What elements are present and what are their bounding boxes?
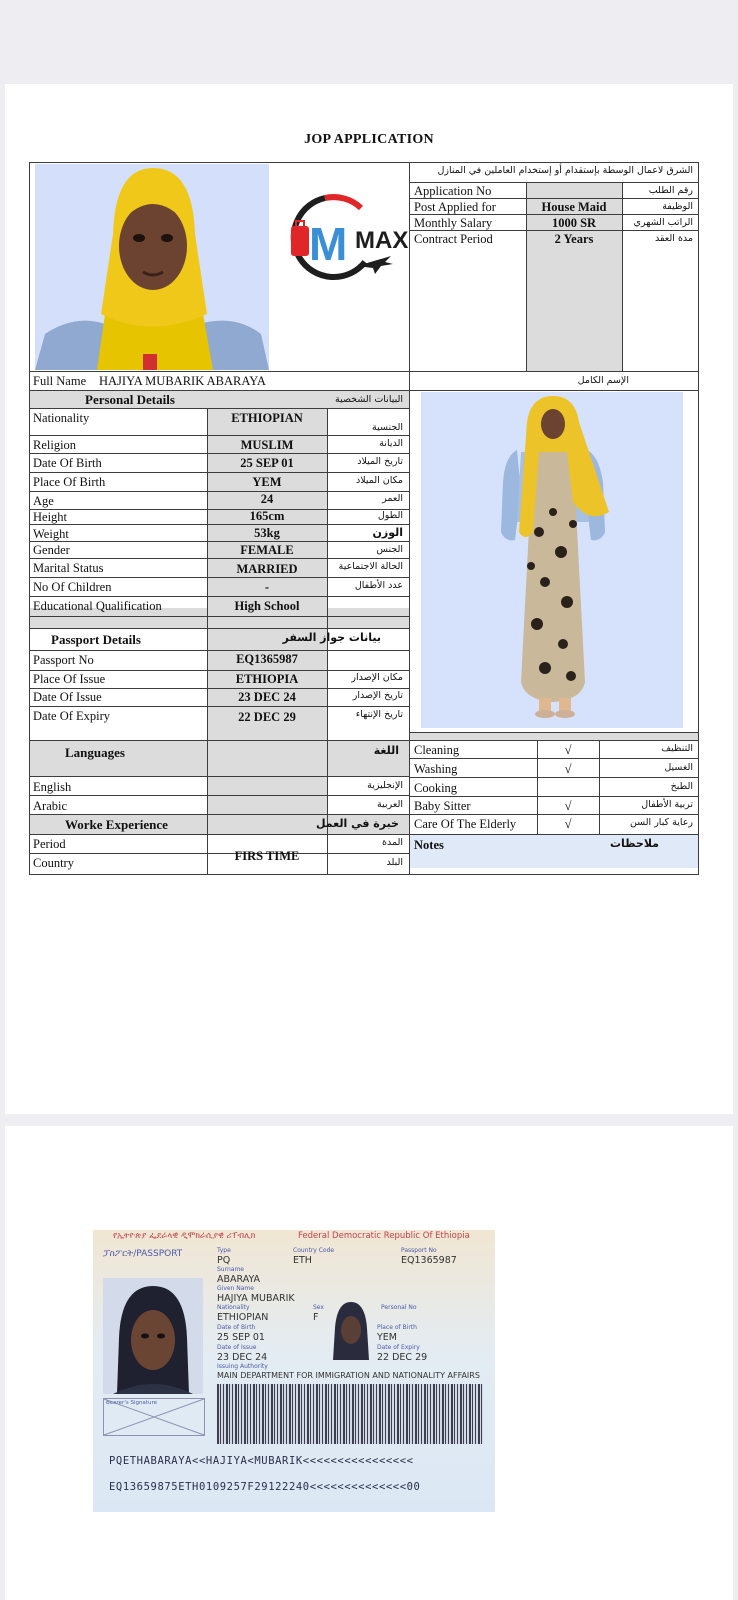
experience-heading: Worke Experience (65, 817, 168, 832)
skill-babysitter-label: Baby Sitter (414, 799, 471, 813)
applicant-portrait-photo (35, 164, 269, 370)
english-label: English (33, 780, 72, 794)
pp-header-am: የኢትዮጵያ ፌደራላዊ ዲሞክራሲያዊ ሪፐብሊክ (113, 1231, 256, 1241)
dob-ar: تاريخ الميلاد (357, 456, 403, 467)
weight-ar: الوزن (372, 526, 403, 539)
period-ar: المدة (382, 837, 403, 848)
full-name-label: Full Name (33, 374, 87, 388)
pp-mrz-line-2: EQ13659875ETH0109257F29122240<<<<<<<<<<<<<<00 (109, 1481, 421, 1493)
marital-ar: الحالة الاجتماعية (338, 561, 403, 572)
pp-ghost-photo (329, 1300, 373, 1360)
education-label: Educational Qualification (33, 599, 162, 613)
pp-number-label: Passport No (401, 1247, 437, 1254)
pp-type: PQ (217, 1255, 231, 1266)
pp-header-en: Federal Democratic Republic Of Ethiopia (298, 1231, 470, 1241)
english-ar: الإنجليزية (367, 780, 403, 791)
post-ar: الوظيفة (662, 201, 693, 212)
period-label: Period (33, 837, 66, 851)
religion-label: Religion (33, 438, 77, 452)
skill-elderly-check: √ (564, 817, 572, 831)
post-label: Post Applied for (414, 200, 496, 214)
application-no-ar: رقم الطلب (648, 185, 693, 196)
country-label: Country (33, 856, 74, 870)
pp-authority-label: Issuing Authority (217, 1363, 268, 1370)
experience-heading-ar: خبرة في العمل (315, 817, 399, 830)
notes-label: Notes (414, 838, 444, 852)
pp-doi-label: Date of Issue (217, 1344, 257, 1351)
pp-doc-label: ፓስፖርት/PASSPORT (103, 1249, 183, 1259)
pp-doi: 23 DEC 24 (217, 1352, 268, 1363)
agency-name-ar: الشرق لاعمال الوسطة بإستقدام أو إستخدام العاملين في المنازل (437, 165, 693, 176)
height-ar: الطول (377, 510, 403, 521)
contract-value: 2 Years (554, 232, 594, 246)
languages-heading: Languages (65, 745, 125, 760)
weight-value: 53kg (254, 526, 280, 540)
pp-doe-label: Date of Expiry (377, 1344, 420, 1351)
pp-country: ETH (293, 1255, 312, 1266)
passport-no-label: Passport No (33, 653, 94, 667)
application-no-label: Application No (414, 184, 492, 198)
pob-value: YEM (252, 475, 282, 489)
applicant-full-body-photo (421, 392, 683, 728)
full-name-value: HAJIYA MUBARIK ABARAYA (99, 374, 266, 388)
passport-scan (93, 1230, 495, 1512)
pp-main-photo (103, 1278, 203, 1394)
skill-elderly-ar: رعاية كبار السن (629, 817, 693, 828)
skill-cleaning-ar: التنظيف (661, 743, 693, 754)
pp-sex: F (313, 1312, 319, 1323)
weight-label: Weight (33, 527, 69, 541)
skill-cleaning-label: Cleaning (414, 743, 460, 757)
application-form (29, 162, 709, 968)
languages-heading-ar: اللغة (373, 744, 399, 757)
skill-babysitter-ar: تربية الأطفال (641, 799, 693, 810)
notes-ar: ملاحظات (610, 837, 659, 850)
skill-elderly-label: Care Of The Elderly (414, 817, 517, 831)
age-value: 24 (260, 492, 274, 506)
issue-place-label: Place Of Issue (33, 672, 106, 686)
children-ar: عدد الأطفال (354, 580, 403, 591)
pp-given: HAJIYA MUBARIK (217, 1293, 295, 1304)
gender-label: Gender (33, 543, 70, 557)
post-value: House Maid (541, 200, 607, 214)
skill-cooking-ar: الطبخ (670, 781, 693, 792)
arabic-ar: العربية (377, 799, 403, 810)
arabic-label: Arabic (33, 799, 68, 813)
pp-dob-label: Date of Birth (217, 1324, 256, 1331)
skill-washing-ar: الغسيل (664, 762, 693, 773)
pob-ar: مكان الميلاد (355, 475, 403, 486)
salary-label: Monthly Salary (414, 216, 493, 230)
contract-ar: مدة العقد (655, 233, 693, 244)
pp-nationality-label: Nationality (217, 1304, 250, 1311)
pp-number: EQ1365987 (401, 1255, 457, 1266)
height-value: 165cm (249, 509, 285, 523)
pp-pob-label: Place of Birth (377, 1324, 417, 1331)
passport-scan-page (5, 1126, 733, 1600)
salary-ar: الراتب الشهري (633, 217, 693, 228)
max-logo (273, 188, 409, 284)
pp-surname-label: Surname (217, 1266, 244, 1273)
pp-signature-label: Bearer's Signature (106, 1400, 157, 1406)
personal-heading-ar: البيانات الشخصية (334, 394, 403, 405)
issue-place-ar: مكان الإصدار (351, 672, 403, 683)
document-title: JOP APPLICATION (304, 132, 434, 147)
application-page (5, 84, 733, 1114)
religion-value: MUSLIM (240, 438, 294, 452)
pp-country-label: Country Code (293, 1247, 335, 1254)
nationality-ar: الجنسية (372, 422, 403, 433)
nationality-value: ETHIOPIAN (231, 411, 303, 425)
skill-washing-check: √ (564, 762, 572, 776)
marital-label: Marital Status (33, 561, 104, 575)
pp-given-label: Given Name (217, 1285, 254, 1292)
issue-date-value: 23 DEC 24 (238, 690, 296, 704)
height-label: Height (33, 510, 68, 524)
issue-date-ar: تاريخ الإصدار (352, 690, 403, 701)
pp-security-pattern (217, 1384, 483, 1444)
passport-heading-ar: بيانات جواز السفر (282, 631, 381, 644)
pp-signature-box (103, 1398, 205, 1436)
pp-surname: ABARAYA (217, 1274, 261, 1285)
pp-personal-no-label: Personal No (381, 1304, 417, 1311)
skill-cleaning-check: √ (564, 743, 572, 757)
expiry-date-ar: تاريخ الإنتهاء (355, 709, 403, 720)
salary-value: 1000 SR (551, 216, 597, 230)
pp-doe: 22 DEC 29 (377, 1352, 428, 1363)
pp-dob: 25 SEP 01 (217, 1332, 265, 1343)
full-name-ar: الإسم الكامل (577, 375, 629, 386)
issue-place-value: ETHIOPIA (235, 672, 299, 686)
issue-date-label: Date Of Issue (33, 690, 102, 704)
children-value: - (264, 580, 270, 594)
skill-washing-label: Washing (414, 762, 458, 776)
pp-authority: MAIN DEPARTMENT FOR IMMIGRATION AND NATIONALITY AFFAIRS (217, 1371, 480, 1380)
children-label: No Of Children (33, 580, 112, 594)
skill-cooking-label: Cooking (414, 781, 458, 795)
expiry-date-value: 22 DEC 29 (238, 710, 296, 724)
marital-value: MARRIED (236, 562, 298, 576)
passport-no-value: EQ1365987 (236, 652, 298, 666)
expiry-date-label: Date Of Expiry (33, 709, 111, 723)
personal-heading: Personal Details (85, 392, 175, 407)
age-ar: العمر (382, 493, 403, 504)
pp-mrz-line-1: PQETHABARAYA<<HAJIYA<MUBARIK<<<<<<<<<<<<<<<< (109, 1455, 414, 1467)
country-ar: البلد (386, 857, 403, 868)
contract-label: Contract Period (414, 232, 493, 246)
pp-type-label: Type (217, 1247, 231, 1254)
pob-label: Place Of Birth (33, 475, 106, 489)
dob-value: 25 SEP 01 (240, 456, 294, 470)
pp-sex-label: Sex (313, 1304, 324, 1311)
age-label: Age (33, 494, 54, 508)
dob-label: Date Of Birth (33, 456, 102, 470)
svg-text:M: M (309, 218, 348, 270)
nationality-label: Nationality (33, 411, 90, 425)
gender-value: FEMALE (240, 543, 294, 557)
pp-nationality: ETHIOPIAN (217, 1312, 269, 1323)
experience-value: FIRS TIME (234, 849, 300, 863)
pp-pob: YEM (377, 1332, 398, 1343)
education-value: High School (234, 599, 300, 613)
gender-ar: الجنس (376, 544, 403, 555)
religion-ar: الديانة (379, 438, 403, 449)
passport-heading: Passport Details (51, 632, 141, 647)
skill-babysitter-check: √ (564, 799, 572, 813)
logo-text: MAX (355, 227, 409, 254)
